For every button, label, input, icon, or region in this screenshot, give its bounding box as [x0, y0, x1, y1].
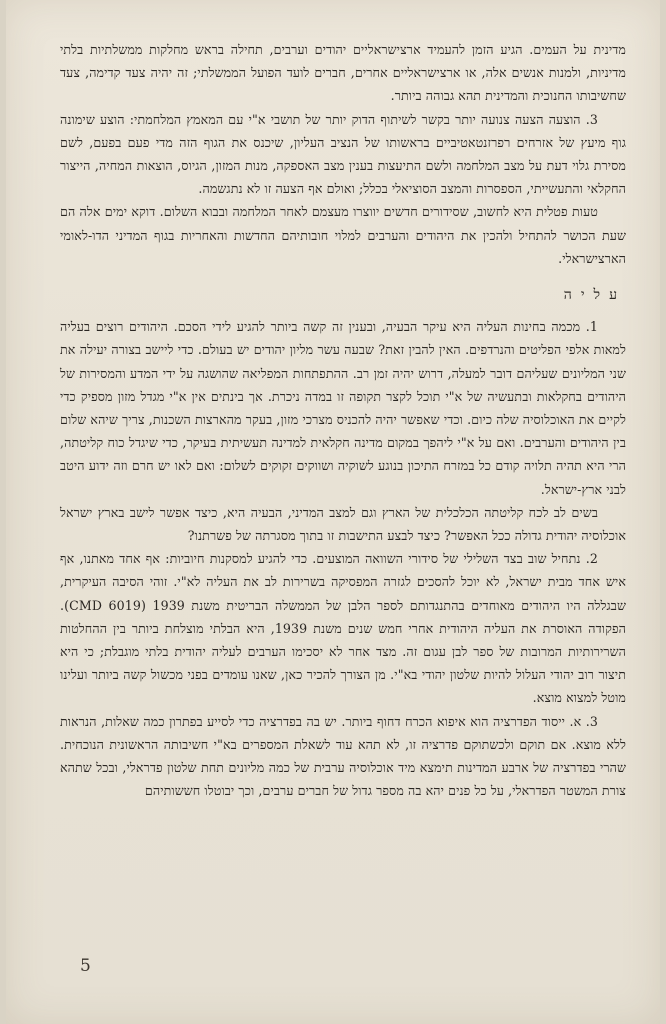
paragraph-aliya-1: 1. מכמה בחינות העליה היא עיקר הבעיה, ובענין זה קשה ביותר להגיע לידי הסכם. היהודים רוצים בעליה למאות אלפי הפליטים והנרדפים. האין להבין זאת? שבעה עשר מליון יהודים יש בעולם. כדי ליישב בצורה יעילה את שני המליונים שעליהם דובר למעלה, דרוש יהיה זמן רב. ההתפתחות המפליאה שהושגה על ידי המדע והמסירות של היהודים בחקלאות ובתעשיה של א"י תוכל לקצר תקופה זו במדה ניכרת. אך בינתים אין א"י מגדל מזון מספיק כדי לקיים את האוכלוסיה שלה כיום. וכדי שאפשר יהיה להכניס מצרכי מזון, בעקר מהארצות השכנות, צריך שיהא שלום בין היהודים והערבים. ואם על א"י ליהפך במקום מדינה חקלאית למדינה תעשיתית בעיקר, כדי שיגדל כוח קליטתה, הרי היא תהיה תלויה קודם כל במזרח התיכון בנוגע לשוקיה ושווקים זקוקים לשלום: ואם לאו יש חרם וזה ידוע היטב לבני ארץ-ישראל. — [60, 319, 626, 497]
paragraph-aliya-3: 2. נתחיל שוב בצד השלילי של סידורי השוואה המוצעים. כדי להגיע למסקנות חיוביות: אף אחד מאתנו, אף איש אחד מבית ישראל, לא יוכל להסכים לגזרה המפסיקה בשרירות לב את העליה לא"י. זוהי הסיבה העיקרית, שבגללה היו היהודים מאוחדים בהתנגדותם לספר הלבן של הממשלה הבריטית משנת 1939 (CMD 6019). הפקודה האוסרת את העליה היהודית אחרי חמש שנים משנת 1939, היא הבלתי מוצלחת ביותר בין ההחלטות השרירותיות המרובות של ספר לבן עגום זה. מצד אחר לא יסכימו הערבים לעליה יהודית בלתי מוגבלת; כי היא תיצור רוב יהודי העלול להיות שלטון יהודי בא"י. מן הצורך להכיר כאן, שאנו עומדים בפני מכשול קשה ביותר ועלינו מוטל למצוא מוצא. — [60, 551, 627, 706]
page-number: 5 — [80, 956, 91, 976]
paragraph-intro-2: 3. הוצעה הצעה צנועה יותר בקשר לשיתוף הדוק יותר של תושבי א"י עם המאמץ המלחמתי: הוצע שימונה גוף מיעץ של אזרחים רפרזנטאטיביים בראשותו של הנציב העליון, שיכנס את הגוף הזה מדי פעם בפעם, לשם מסירת גלוי דעת על מצב המלחמה ולשם התיעצות בענין מצב האספקה, מנות המזון, הגיוס, הוצאות המחיה, הייצור החקלאי והתעשייתי, הספסרות והמצב הסוציאלי בכלל; ואולם אף הצעה זו לא נתגשמה. — [60, 111, 626, 197]
scanned-page — [6, 0, 660, 1024]
paragraph-aliya-4: 3. א. ייסוד הפדרציה הוא איפוא הכרח דחוף ביותר. יש בה בפדרציה כדי לסייע בפתרון כמה שאלות, הנראות ללא מוצא. אם תוקם ולכשתוקם פדרציה זו, לא תהא עוד לשאלת המספרים בא"י חשיבותה הראשונית הנוכחית. שהרי בפדרציה של ארבע המדינות תימצא מיד אוכלוסיה ערבית של כמה מליונים תחת שלטון פדראלי, ובכל שתהא צורת המשטר הפדראלי, על כל פנים יהא בה מספר גדול של חברים ערבים, וכך יבוטלו חששותיהם — [60, 713, 626, 799]
paragraph-intro-3: טעות פטלית היא לחשוב, שסידורים חדשים יווצרו מעצמם לאחר המלחמה ובבוא השלום. דוקא ימים אלה הם שעת הכושר להתחיל ולהכין את היהודים והערבים למלוי חובותיהם החדשות והאחריות בגוף המדיני הדו-לאומי הארצישראלי. — [60, 204, 626, 266]
paragraph-intro-1: מדינית על העמים. הגיע הזמן להעמיד ארצישראליים יהודים וערבים, תחילה בראש מחלקות ממשלתיות בלתי מדיניות, ולמנות אנשים אלה, או ארצישראליים אחרים, חברים לועד הפועל הממשלתי; זה יהיה צעד קדימה, צעד שחשיבותו החנוכית והמדינית תהא גבוהה ביותר. — [60, 42, 626, 104]
paragraph-aliya-2: בשים לב לכח קליטתה הכלכלית של הארץ וגם למצב המדיני, הבעיה היא, כיצד אפשר לישב בארץ ישראל אוכלוסיה יהודית גדולה ככל האפשר? כיצד לבצע התישבות זו בתוך מסגרתה של פשרתנו? — [60, 504, 626, 544]
section-heading: עליה — [563, 287, 626, 304]
body-text — [60, 38, 626, 803]
